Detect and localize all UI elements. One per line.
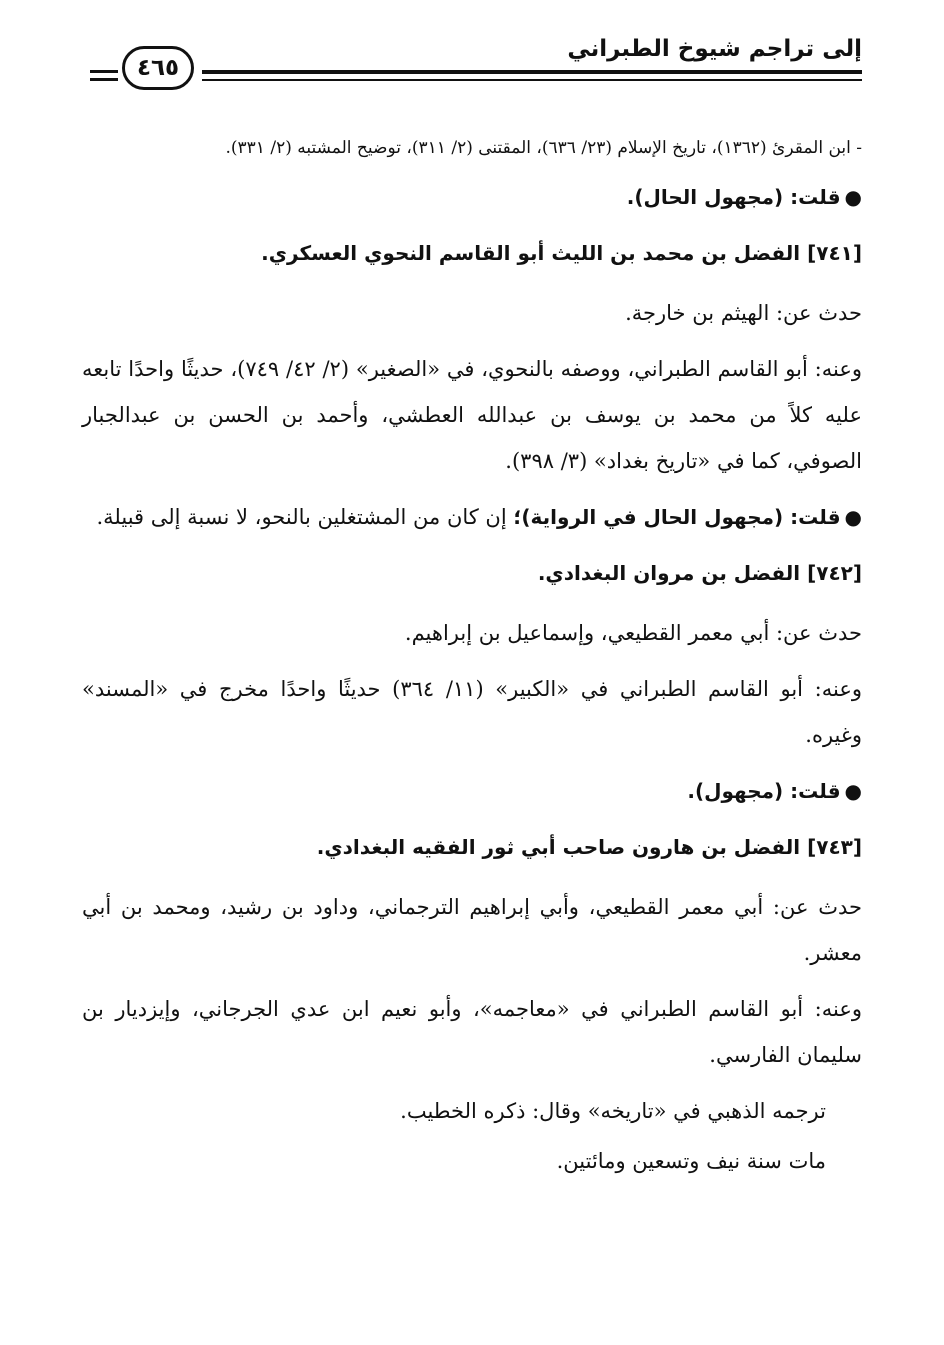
entry-title: [٧٤٣] الفضل بن هارون صاحب أبي ثور الفقيه البغدادي.	[316, 835, 862, 859]
verdict-line	[82, 174, 862, 220]
page-number: ٤٦٥	[122, 46, 194, 90]
bullet-icon: ●	[844, 779, 862, 803]
header-rule	[90, 70, 118, 73]
verdict-label: قلت: (مجهول).	[687, 779, 841, 803]
entry-title: [٧٤١] الفضل بن محمد بن الليث أبو القاسم النحوي العسكري.	[261, 241, 862, 265]
verdict-label: قلت: (مجهول الحال).	[626, 185, 841, 209]
verdict-line	[82, 494, 862, 540]
verdict-line	[82, 768, 862, 814]
body-paragraph: وعنه: أبو القاسم الطبراني، ووصفه بالنحوي، في «الصغير» (٢/ ٤٢/ ٧٤٩)، حديثًا واحدًا تابعه عليه كلاً من محمد بن يوسف بن عبدالله العطشي، وأحمد بن الحسن بن عبدالجبار الصوفي، كما في «تاريخ بغداد» (٣/ ٣٩٨).	[82, 357, 862, 473]
header-rule	[202, 79, 862, 81]
bullet-icon: ●	[844, 505, 862, 529]
page-content	[82, 128, 862, 1188]
body-paragraph: حدث عن: أبي معمر القطيعي، وأبي إبراهيم الترجماني، وداود بن رشيد، ومحمد بن أبي معشر.	[82, 895, 862, 965]
body-paragraph: حدث عن: الهيثم بن خارجة.	[625, 301, 862, 325]
running-title: إلى تراجم شيوخ الطبراني	[567, 36, 862, 62]
header-rule	[90, 78, 118, 81]
body-paragraph: وعنه: أبو القاسم الطبراني في «الكبير» (١١/ ٣٦٤) حديثًا واحدًا مخرج في «المسند» وغيره.	[82, 677, 862, 747]
body-paragraph: حدث عن: أبي معمر القطيعي، وإسماعيل بن إبراهيم.	[404, 621, 862, 645]
footnote-continuation: - ابن المقرئ (١٣٦٢)، تاريخ الإسلام (٢٣/ ٦٣٦)، المقتنى (٢/ ٣١١)، توضيح المشتبه (٢/ ٣٣١).	[225, 138, 862, 158]
body-paragraph: وعنه: أبو القاسم الطبراني في «معاجمه»، وأبو نعيم ابن عدي الجرجاني، وإيزديار بن سليمان الفارسي.	[82, 997, 862, 1067]
verdict-text: إن كان من المشتغلين بالنحو، لا نسبة إلى قبيلة.	[96, 505, 514, 529]
bullet-icon: ●	[844, 185, 862, 209]
body-paragraph: ترجمه الذهبي في «تاريخه» وقال: ذكره الخطيب.	[400, 1099, 826, 1123]
entry-title: [٧٤٢] الفضل بن مروان البغدادي.	[537, 561, 862, 585]
verdict-label: قلت: (مجهول الحال في الرواية)؛	[513, 505, 841, 529]
header-rule	[202, 70, 862, 74]
page-header	[90, 30, 862, 100]
body-paragraph: مات سنة نيف وتسعين ومائتين.	[556, 1149, 826, 1173]
